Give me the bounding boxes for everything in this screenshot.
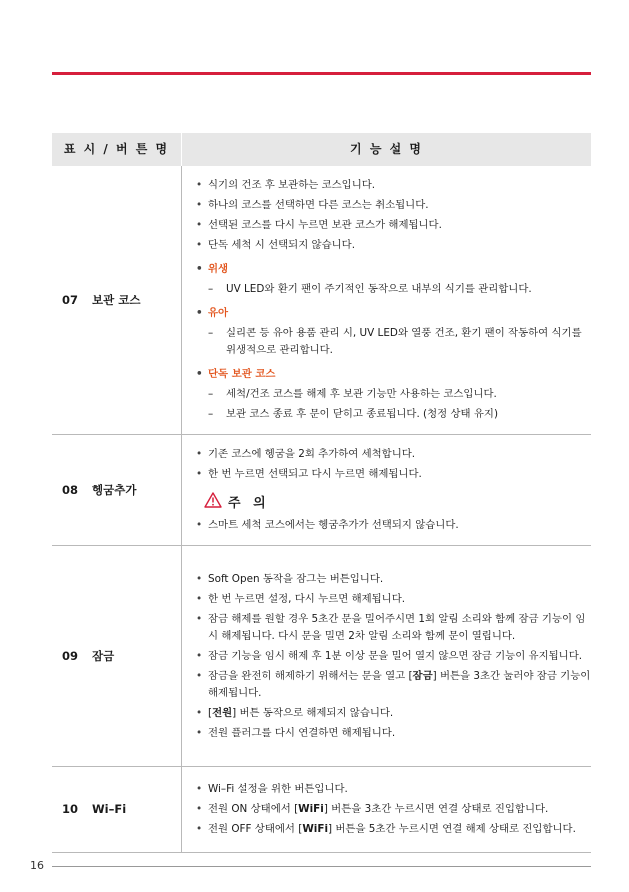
list-item: • 전원 플러그를 다시 연결하면 해제됩니다. — [196, 725, 591, 742]
header-display-button-name: 표 시 / 버 튼 명 — [52, 133, 182, 166]
list-item: • 기존 코스에 헹굼을 2회 추가하여 세척합니다. — [196, 446, 591, 463]
row-name-cell — [52, 767, 182, 853]
row-description-cell — [182, 435, 592, 546]
text-segment: 전원 ON 상태에서 [ — [208, 803, 299, 815]
list-item: • 한 번 누르면 선택되고 다시 누르면 해제됩니다. — [196, 466, 591, 483]
row-description-cell — [182, 166, 592, 435]
dash-item: – 보관 코스 종료 후 문이 닫히고 종료됩니다. (청정 상태 유지) — [196, 406, 591, 423]
text-segment: ] 버튼 동작으로 해제되지 않습니다. — [232, 706, 394, 719]
row-description-cell — [182, 546, 592, 767]
dash-item: – 실리콘 등 유아 용품 관리 시, UV LED와 열풍 건조, 환기 팬이 작동하여 식기를 위생적으로 관리합니다. — [196, 325, 591, 359]
caution-title: 주 의 — [228, 495, 270, 511]
table-row — [52, 546, 591, 767]
row-number: 09 — [62, 648, 79, 663]
list-item — [196, 801, 591, 818]
subheading-infant: • 유아 — [196, 305, 591, 322]
list-item: • 선택된 코스를 다시 누르면 보관 코스가 해제됩니다. — [196, 217, 591, 234]
button-name-lock: 잠금 — [412, 669, 433, 682]
button-name-wifi: WiFi — [298, 803, 324, 815]
table-header-row — [52, 133, 591, 166]
text-segment: ] 버튼을 3초간 누르시면 연결 상태로 진입합니다. — [323, 803, 549, 815]
page-number: 16 — [30, 859, 44, 872]
list-item — [196, 668, 591, 702]
row-name-cell — [52, 435, 182, 546]
header-function-description: 기 능 설 명 — [182, 133, 592, 166]
footer-rule — [52, 866, 591, 867]
text-segment: 잠금을 완전히 해제하기 위해서는 문을 열고 [ — [208, 669, 413, 682]
row-name-cell — [52, 546, 182, 767]
row-description-cell — [182, 767, 592, 853]
subheading-hygiene: • 위생 — [196, 261, 591, 278]
list-item: • Soft Open 동작을 잠그는 버튼입니다. — [196, 571, 591, 588]
list-item — [196, 705, 591, 722]
row-number: 07 — [62, 292, 79, 307]
row-title: Wi–Fi — [92, 802, 127, 816]
text-segment: 전원 OFF 상태에서 [ — [208, 823, 303, 835]
text-segment: ] 버튼을 3초간 눌러야 잠금 기능이 해제됩니다. — [208, 669, 591, 699]
button-name-wifi: WiFi — [302, 823, 329, 835]
list-item: • 단독 세척 시 선택되지 않습니다. — [196, 237, 591, 254]
text-segment: ] 버튼을 5초간 누르시면 연결 해제 상태로 진입합니다. — [328, 823, 576, 835]
row-title: 보관 코스 — [92, 292, 141, 307]
row-number: 08 — [62, 482, 79, 497]
button-name-power: 전원 — [212, 706, 233, 719]
text-segment: [ — [208, 706, 213, 719]
table-row — [52, 435, 591, 546]
subheading-standalone-storage: • 단독 보관 코스 — [196, 366, 591, 383]
row-name-cell — [52, 166, 182, 435]
row-number: 10 — [62, 802, 79, 816]
table-row — [52, 166, 591, 435]
warning-triangle-icon — [204, 492, 222, 514]
list-item: • Wi–Fi 설정을 위한 버튼입니다. — [196, 781, 591, 798]
list-item: • 하나의 코스를 선택하면 다른 코스는 취소됩니다. — [196, 197, 591, 214]
list-item: • 잠금 기능을 임시 해제 후 1분 이상 문을 밀어 열지 않으면 잠금 기능이 유지됩니다. — [196, 648, 591, 665]
dash-item: – 세척/건조 코스를 해제 후 보관 기능만 사용하는 코스입니다. — [196, 386, 591, 403]
caution-item: • 스마트 세척 코스에서는 헹굼추가가 선택되지 않습니다. — [196, 517, 591, 534]
spec-table — [52, 133, 591, 853]
table-row — [52, 767, 591, 853]
dash-item: – UV LED와 환기 팬이 주기적인 동작으로 내부의 식기를 관리합니다. — [196, 281, 591, 298]
list-item: • 한 번 누르면 설정, 다시 누르면 해제됩니다. — [196, 591, 591, 608]
top-accent-rule — [52, 72, 591, 75]
caution-heading — [196, 492, 591, 514]
list-item: • 식기의 건조 후 보관하는 코스입니다. — [196, 177, 591, 194]
list-item: • 잠금 해제를 원할 경우 5초간 문을 밀어주시면 1회 알림 소리와 함께 잠금 기능이 임시 해제됩니다. 다시 문을 밀면 2차 알림 소리와 함께 문이 열립니다. — [196, 611, 591, 645]
row-title: 잠금 — [92, 648, 115, 663]
row-title: 헹굼추가 — [92, 482, 137, 497]
list-item — [196, 821, 591, 838]
